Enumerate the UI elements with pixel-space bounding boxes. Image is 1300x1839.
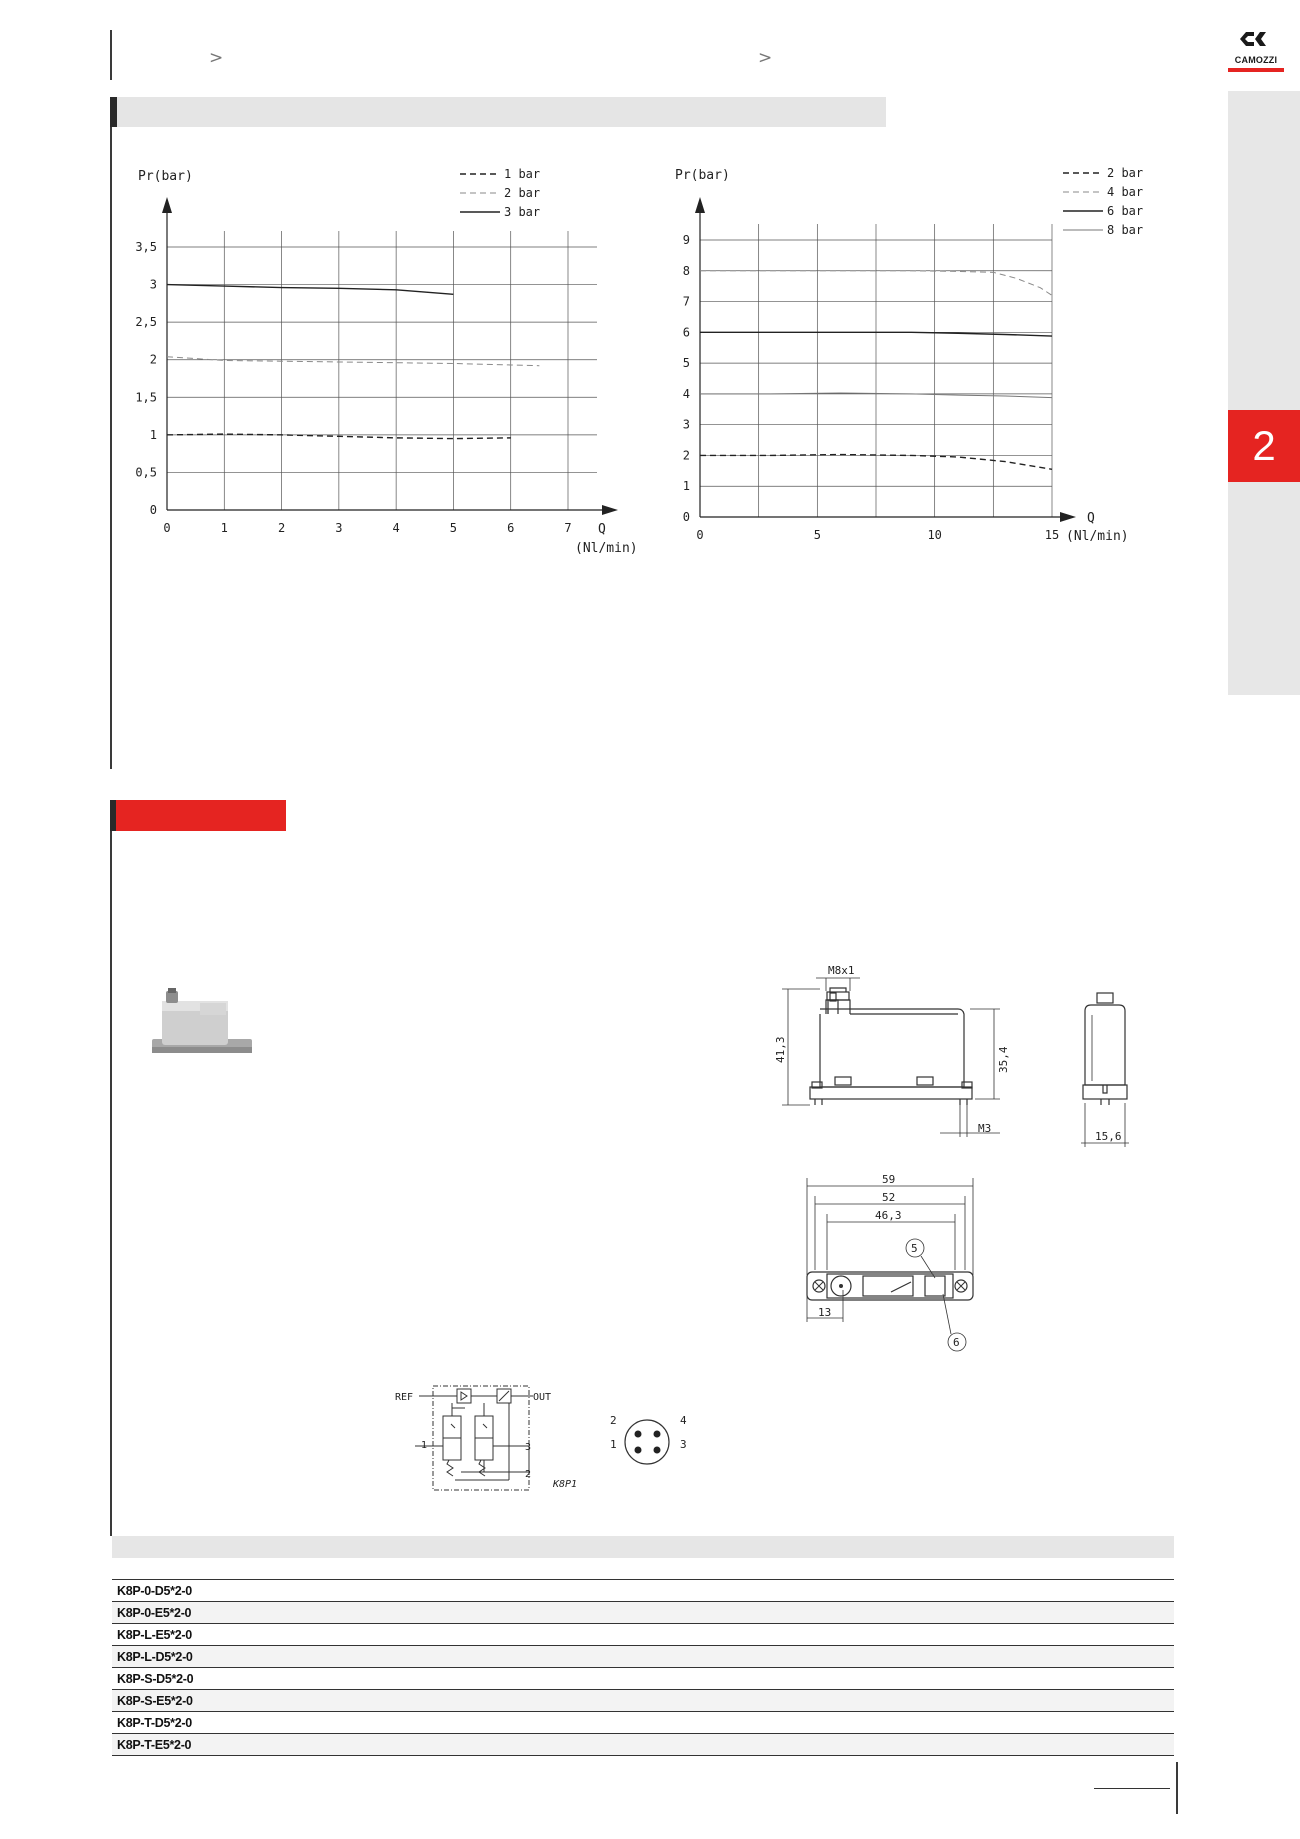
dimension-drawing-front xyxy=(750,955,1020,1150)
y-tick-label: 5 xyxy=(682,356,690,371)
y-axis-arrow xyxy=(162,197,172,213)
table-row: K8P-S-D5*2-0 xyxy=(112,1668,1174,1690)
legend-label: 6 bar xyxy=(1107,204,1144,218)
y-tick-label: 1 xyxy=(149,427,157,442)
dim-13: 13 xyxy=(818,1306,832,1319)
x-axis-arrow xyxy=(602,505,618,515)
x-tick-label: 0 xyxy=(163,521,171,535)
x-tick-label: 7 xyxy=(564,521,572,535)
dim-m3: M3 xyxy=(978,1122,992,1135)
pin-1: 1 xyxy=(610,1438,617,1451)
section-accent xyxy=(110,97,117,127)
footer-rule xyxy=(1094,1788,1170,1789)
dim-m8: M8x1 xyxy=(828,964,855,977)
pin-2: 2 xyxy=(610,1414,617,1427)
x-axis-arrow xyxy=(1060,512,1076,522)
schematic-port-3: 3 xyxy=(525,1442,532,1453)
dim-59: 59 xyxy=(882,1173,896,1186)
pneumatic-schematic xyxy=(395,1380,595,1498)
flow-chart-left xyxy=(120,160,640,560)
section-header-red xyxy=(110,800,286,831)
table-subheader xyxy=(112,1558,1174,1580)
product-code-table xyxy=(112,1536,1174,1756)
x-tick-label: 6 xyxy=(507,521,515,535)
y-tick-label: 7 xyxy=(682,294,690,309)
x-axis-unit: (Nl/min) xyxy=(575,541,638,556)
legend-label: 1 bar xyxy=(504,167,541,181)
y-tick-label: 3 xyxy=(149,277,157,292)
y-tick-label: 2 xyxy=(682,448,690,463)
legend-label: 2 bar xyxy=(504,186,541,200)
table-header xyxy=(112,1536,1174,1558)
y-tick-label: 2 xyxy=(149,352,157,367)
breadcrumb-separator: > xyxy=(758,48,773,68)
table-row: K8P-L-D5*2-0 xyxy=(112,1646,1174,1668)
x-axis-label: Q xyxy=(598,522,606,537)
breadcrumb-separator: > xyxy=(209,48,224,68)
left-rule-section2 xyxy=(110,831,112,1536)
x-tick-label: 15 xyxy=(1044,528,1060,542)
table-row: K8P-S-E5*2-0 xyxy=(112,1690,1174,1712)
table-row: K8P-T-D5*2-0 xyxy=(112,1712,1174,1734)
schematic-out-label: OUT xyxy=(533,1392,552,1403)
y-axis-label: Pr(bar) xyxy=(138,169,193,184)
legend-label: 2 bar xyxy=(1107,166,1144,180)
callout-6: 6 xyxy=(953,1336,960,1349)
x-tick-label: 4 xyxy=(392,521,400,535)
y-tick-label: 1,5 xyxy=(135,390,157,405)
dim-46: 46,3 xyxy=(875,1209,902,1222)
y-tick-label: 0 xyxy=(682,510,690,524)
schematic-port-2: 2 xyxy=(525,1469,532,1480)
schematic-port-1: 1 xyxy=(421,1440,428,1451)
section-accent xyxy=(110,800,116,831)
y-axis-arrow xyxy=(695,197,705,213)
schematic-ref-label: REF xyxy=(395,1392,414,1403)
flow-chart-right xyxy=(655,160,1165,560)
legend-label: 4 bar xyxy=(1107,185,1144,199)
table-row: K8P-0-D5*2-0 xyxy=(112,1580,1174,1602)
dim-height-total: 41,3 xyxy=(774,1036,787,1063)
y-tick-label: 0,5 xyxy=(135,465,157,480)
dimension-drawing-side xyxy=(1075,985,1145,1150)
left-rule-top xyxy=(110,30,112,80)
series-line xyxy=(167,357,539,366)
y-tick-label: 6 xyxy=(682,325,690,340)
dim-52: 52 xyxy=(882,1191,896,1204)
connector-pinout xyxy=(605,1410,691,1474)
y-tick-label: 0 xyxy=(149,503,157,517)
y-tick-label: 2,5 xyxy=(135,315,157,330)
pin-3: 3 xyxy=(680,1438,687,1451)
y-tick-label: 9 xyxy=(682,233,690,247)
callout-5: 5 xyxy=(911,1242,918,1255)
y-tick-label: 8 xyxy=(682,263,690,278)
left-rule-section1 xyxy=(110,127,112,769)
dim-height-body: 35,4 xyxy=(997,1046,1010,1073)
footer-vertical-rule xyxy=(1176,1762,1178,1814)
series-line xyxy=(167,285,453,295)
logo-underline xyxy=(1228,68,1284,72)
x-tick-label: 1 xyxy=(220,521,228,535)
x-axis-label: Q xyxy=(1087,511,1095,526)
section-header-bar xyxy=(110,97,886,127)
y-tick-label: 1 xyxy=(682,479,690,494)
legend-label: 8 bar xyxy=(1107,223,1144,237)
x-tick-label: 2 xyxy=(277,521,286,535)
dimension-drawing-top xyxy=(795,1170,995,1360)
y-tick-label: 4 xyxy=(682,386,690,401)
side-tab-number[interactable]: 2 xyxy=(1228,410,1300,482)
y-axis-label: Pr(bar) xyxy=(675,168,730,183)
x-axis-unit: (Nl/min) xyxy=(1066,529,1129,544)
logo-text: CAMOZZI xyxy=(1234,55,1278,65)
y-tick-label: 3 xyxy=(682,417,690,432)
legend-label: 3 bar xyxy=(504,205,541,219)
table-row: K8P-T-E5*2-0 xyxy=(112,1734,1174,1756)
side-tab-panel xyxy=(1228,91,1300,695)
x-tick-label: 3 xyxy=(335,521,343,535)
pin-4: 4 xyxy=(680,1414,687,1427)
y-tick-label: 3,5 xyxy=(135,240,157,254)
schematic-model: K8P1 xyxy=(553,1479,578,1490)
table-row: K8P-L-E5*2-0 xyxy=(112,1624,1174,1646)
product-photo xyxy=(148,985,258,1061)
x-tick-label: 5 xyxy=(449,521,458,535)
x-tick-label: 5 xyxy=(813,528,821,542)
x-tick-label: 10 xyxy=(927,528,942,542)
dim-width-side: 15,6 xyxy=(1095,1130,1122,1143)
x-tick-label: 0 xyxy=(696,528,704,542)
table-row: K8P-0-E5*2-0 xyxy=(112,1602,1174,1624)
